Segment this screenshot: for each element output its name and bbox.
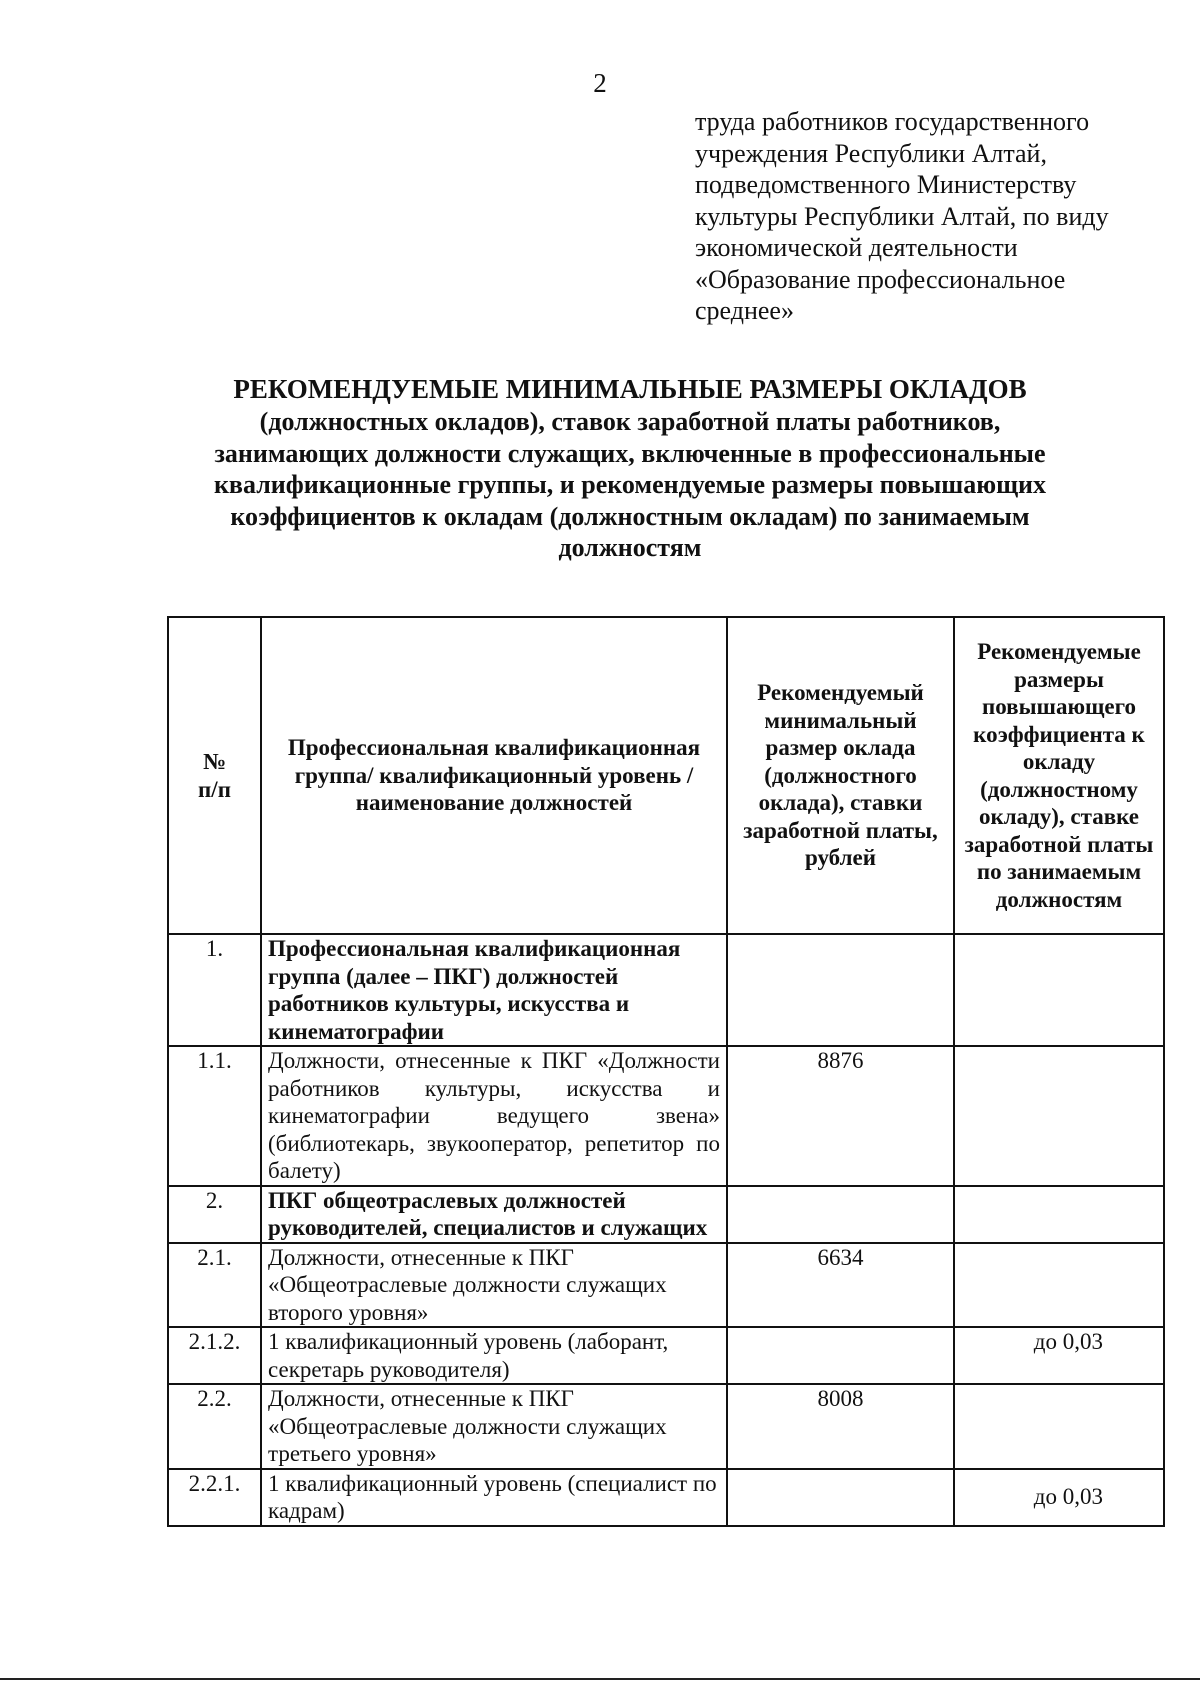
row-coefficient	[954, 934, 1164, 1046]
row-salary: 8876	[727, 1046, 954, 1186]
row-coefficient: до 0,03	[954, 1469, 1164, 1526]
heading-line: коэффициентов к окладам (должностным окладам) по занимаемым	[230, 501, 1030, 531]
row-name: 1 квалификационный уровень (лаборант, секретарь руководителя)	[261, 1327, 727, 1384]
row-number: 2.2.	[168, 1384, 261, 1469]
addressee-line: труда работников государственного	[695, 107, 1090, 136]
header-name: Профессиональная квалификационная группа/ квалификационный уровень / наименование должностей	[261, 617, 727, 934]
row-name: ПКГ общеотраслевых должностей руководителей, специалистов и служащих	[261, 1186, 727, 1243]
table-row	[168, 934, 1164, 1046]
heading-line: должностям	[558, 533, 702, 562]
heading-line: квалификационные группы, и рекомендуемые размеры повышающих	[213, 470, 1047, 499]
row-name: Должности, отнесенные к ПКГ «Должности работников культуры, искусства и кинематографии ведущего звена» (библиотекарь, звукооператор, репетитор по балету)	[261, 1046, 727, 1186]
row-salary	[727, 1186, 954, 1243]
row-number: 2.2.1.	[168, 1469, 261, 1526]
salary-table	[167, 616, 1165, 1527]
addressee-line: подведомственного Министерству	[695, 170, 1077, 199]
row-coefficient: до 0,03	[954, 1327, 1164, 1384]
row-name: Должности, отнесенные к ПКГ «Общеотраслевые должности служащих второго уровня»	[261, 1243, 727, 1328]
row-number: 2.	[168, 1186, 261, 1243]
header-salary: Рекомендуемый минимальный размер оклада (должностного оклада), ставки заработной платы, рублей	[727, 617, 954, 934]
addressee-line: учреждения Республики Алтай,	[695, 138, 1047, 168]
document-heading	[130, 372, 1130, 564]
table-row	[168, 1046, 1164, 1186]
row-name: Должности, отнесенные к ПКГ «Общеотраслевые должности служащих третьего уровня»	[261, 1384, 727, 1469]
page-bottom-rule	[0, 1678, 1200, 1680]
row-name: 1 квалификационный уровень (специалист по кадрам)	[261, 1469, 727, 1526]
row-number: 2.1.	[168, 1243, 261, 1328]
row-coefficient	[954, 1243, 1164, 1328]
table-row	[168, 1469, 1164, 1526]
header-coef: Рекомендуемые размеры повышающего коэффициента к окладу (должностному окладу), ставке заработной платы по занимаемым должностям	[954, 617, 1164, 934]
header-num: № п/п	[168, 617, 261, 934]
table-header-row	[168, 617, 1164, 934]
heading-title: РЕКОМЕНДУЕМЫЕ МИНИМАЛЬНЫЕ РАЗМЕРЫ ОКЛАДОВ	[233, 374, 1027, 404]
row-coefficient	[954, 1384, 1164, 1469]
addressee-block	[695, 106, 1175, 327]
row-number: 1.1.	[168, 1046, 261, 1186]
table-row	[168, 1384, 1164, 1469]
row-coefficient	[954, 1186, 1164, 1243]
table-row	[168, 1186, 1164, 1243]
addressee-line: экономической деятельности	[695, 233, 1018, 262]
row-salary	[727, 1327, 954, 1384]
heading-line: (должностных окладов), ставок заработной платы работников,	[259, 407, 1001, 436]
row-name: Профессиональная квалификационная группа (далее – ПКГ) должностей работников культуры, искусства и кинематографии	[261, 934, 727, 1046]
table-row	[168, 1243, 1164, 1328]
row-number: 2.1.2.	[168, 1327, 261, 1384]
page-number: 2	[593, 68, 607, 98]
row-salary	[727, 1469, 954, 1526]
addressee-line: «Образование профессиональное	[695, 264, 1066, 294]
row-salary: 8008	[727, 1384, 954, 1469]
heading-line: занимающих должности служащих, включенные в профессиональные	[214, 438, 1046, 468]
addressee-line: культуры Республики Алтай, по виду	[695, 201, 1109, 231]
row-salary	[727, 934, 954, 1046]
table-row	[168, 1327, 1164, 1384]
addressee-line: среднее»	[695, 296, 794, 325]
row-number: 1.	[168, 934, 261, 1046]
row-coefficient	[954, 1046, 1164, 1186]
row-salary: 6634	[727, 1243, 954, 1328]
